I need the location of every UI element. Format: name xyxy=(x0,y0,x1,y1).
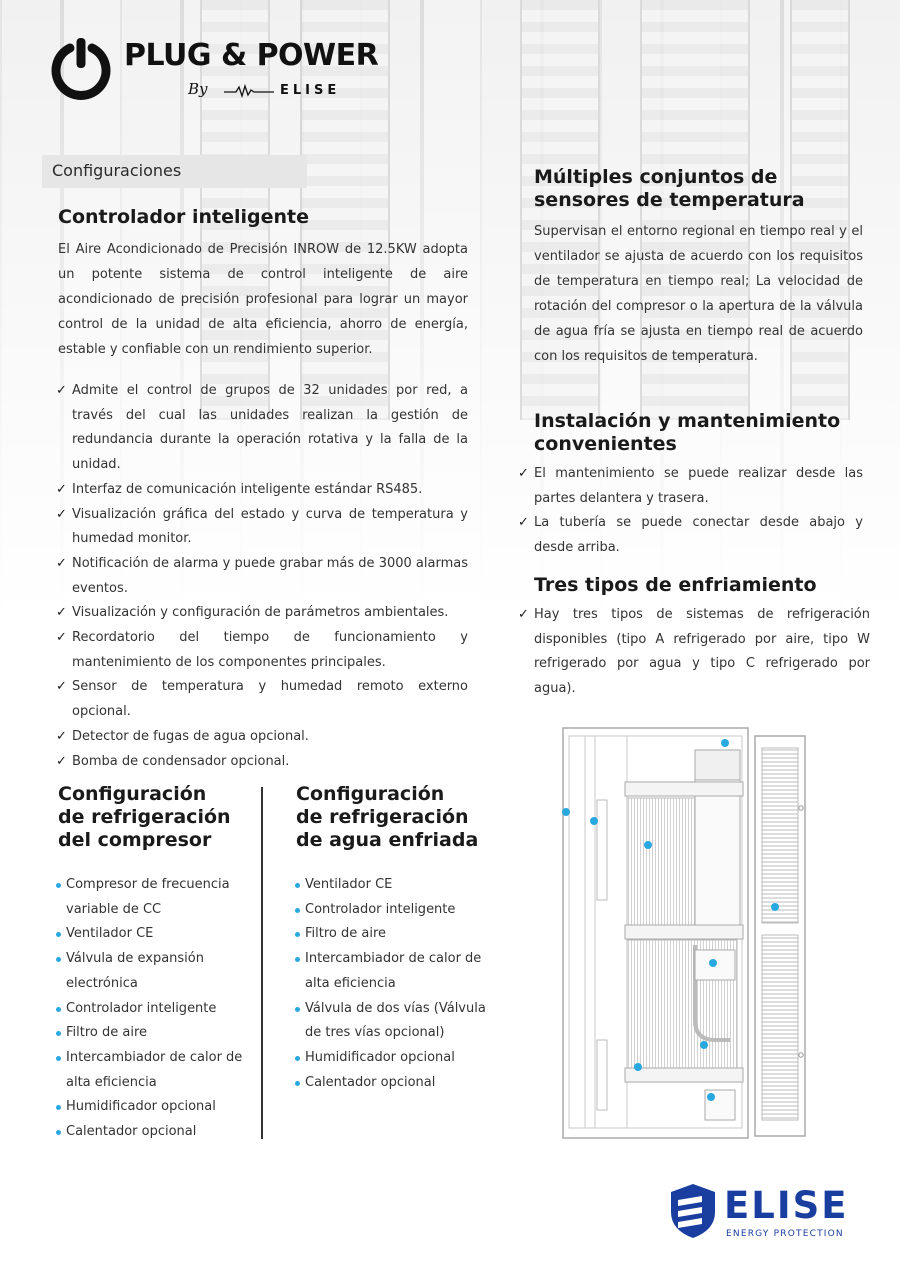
bullet-dot-icon xyxy=(56,883,61,888)
by-text: By xyxy=(188,80,208,98)
bullet-dot-icon xyxy=(56,1105,61,1110)
sensor-dot-icon xyxy=(644,841,652,849)
chilled-water-title: Configuración de refrigeración de agua enfriada xyxy=(296,783,479,851)
check-icon: ✓ xyxy=(56,630,67,646)
list-item: ✓ Recordatorio del tiempo de funcionamiento y mantenimiento de los componentes principales. xyxy=(56,626,468,675)
check-icon: ✓ xyxy=(56,383,67,398)
list-item: ✓ Visualización y configuración de parámetros ambientales. xyxy=(56,601,468,626)
sensor-dot-icon xyxy=(709,959,717,967)
brand-name: PLUG & POWER xyxy=(124,38,379,73)
by-brand: ELISE xyxy=(280,83,341,98)
sensor-dot-icon xyxy=(634,1063,642,1071)
bullet-dot-icon xyxy=(295,883,300,888)
bullet-dot-icon xyxy=(56,1130,61,1135)
list-item: Calentador opcional xyxy=(56,1120,246,1145)
plug-and-power-logo xyxy=(50,36,395,106)
bullet-dot-icon xyxy=(295,957,300,962)
inrow-unit-diagram xyxy=(555,720,810,1140)
list-item: Intercambiador de calor de alta eficiencia xyxy=(56,1046,246,1095)
list-item: Controlador inteligente xyxy=(56,997,246,1022)
brand-byline xyxy=(188,80,393,102)
list-item: ✓ El mantenimiento se puede realizar desde las partes delantera y trasera. xyxy=(518,462,863,511)
list-item: Válvula de dos vías (Válvula de tres vías opcional) xyxy=(295,997,495,1046)
compressor-list xyxy=(56,873,246,1145)
check-icon: ✓ xyxy=(56,506,67,522)
check-icon: ✓ xyxy=(56,728,67,744)
pulse-wave-icon xyxy=(224,84,274,98)
check-icon: ✓ xyxy=(56,753,67,769)
list-item: Controlador inteligente xyxy=(295,898,495,923)
sensor-dot-icon xyxy=(771,903,779,911)
list-item: ✓ Notificación de alarma y puede grabar más de 3000 alarmas eventos. xyxy=(56,552,468,601)
maintenance-title: Instalación y mantenimiento convenientes xyxy=(534,410,841,455)
list-item: Calentador opcional xyxy=(295,1071,495,1096)
controller-title: Controlador inteligente xyxy=(58,206,310,228)
check-icon: ✓ xyxy=(56,679,67,695)
bullet-dot-icon xyxy=(295,932,300,937)
bullet-dot-icon xyxy=(295,1007,300,1012)
bullet-dot-icon xyxy=(56,1056,61,1061)
sensor-dot-icon xyxy=(700,1041,708,1049)
list-item: ✓ Hay tres tipos de sistemas de refrigeración disponibles (tipo A refrigerado por aire, tipo W refrigerado por agua y tipo C refrigerado por agua). xyxy=(518,603,870,702)
power-icon xyxy=(50,36,112,102)
list-item: Ventilador CE xyxy=(295,873,495,898)
sensor-dot-icon xyxy=(707,1093,715,1101)
section-tag: Configuraciones xyxy=(42,155,307,188)
list-item: ✓ Bomba de condensador opcional. xyxy=(56,750,468,775)
controller-feature-list xyxy=(56,379,468,774)
compressor-title: Configuración de refrigeración del compresor xyxy=(58,783,231,851)
check-icon: ✓ xyxy=(518,607,529,622)
sensors-text: Supervisan el entorno regional en tiempo real y el ventilador se ajusta de acuerdo con los requisitos de temperatura en tiempo real; La velocidad de rotación del compresor o la apertura de la válvula de agua fría se ajusta en tiempo real de acuerdo con los requisitos de temperatura. xyxy=(534,224,863,364)
sensor-dot-icon xyxy=(590,817,598,825)
list-item: Ventilador CE xyxy=(56,922,246,947)
bullet-dot-icon xyxy=(295,908,300,913)
list-item: ✓ Admite el control de grupos de 32 unidades por red, a través del cual las unidades realizan la gestión de redundancia durante la operación rotativa y la falla de la unidad. xyxy=(56,379,468,478)
list-item: Intercambiador de calor de alta eficiencia xyxy=(295,947,495,996)
list-item: Filtro de aire xyxy=(295,922,495,947)
list-item: ✓ Interfaz de comunicación inteligente estándar RS485. xyxy=(56,478,468,503)
list-item: ✓ Sensor de temperatura y humedad remoto externo opcional. xyxy=(56,675,468,724)
check-icon: ✓ xyxy=(518,515,529,531)
sensor-dot-icon xyxy=(721,739,729,747)
check-icon: ✓ xyxy=(56,481,67,497)
list-item: Humidificador opcional xyxy=(295,1046,495,1071)
list-item: Compresor de frecuencia variable de CC xyxy=(56,873,246,922)
bullet-dot-icon xyxy=(56,1007,61,1012)
footer-brand-name: ELISE xyxy=(724,1184,849,1227)
bullet-dot-icon xyxy=(295,1081,300,1086)
list-item: Filtro de aire xyxy=(56,1021,246,1046)
list-item: Humidificador opcional xyxy=(56,1095,246,1120)
cooling-title: Tres tipos de enfriamiento xyxy=(534,574,817,596)
shield-icon xyxy=(668,1182,718,1240)
list-item: Válvula de expansión electrónica xyxy=(56,947,246,996)
bullet-dot-icon xyxy=(56,932,61,937)
footer-tagline: ENERGY PROTECTION xyxy=(726,1229,844,1239)
column-divider xyxy=(261,787,263,1139)
list-item: ✓ Detector de fugas de agua opcional. xyxy=(56,725,468,750)
chilled-water-list xyxy=(295,873,495,1095)
cooling-list xyxy=(518,603,870,702)
check-icon: ✓ xyxy=(56,555,67,571)
check-icon: ✓ xyxy=(56,605,67,621)
controller-intro: El Aire Acondicionado de Precisión INROW de 12.5KW adopta un potente sistema de control inteligente de aire acondicionado de precisión profesional para lograr un mayor control de la unidad de alta eficiencia, ahorro de energía, estable y confiable con un rendimiento superior. xyxy=(58,242,468,357)
bullet-dot-icon xyxy=(56,957,61,962)
bullet-dot-icon xyxy=(56,1031,61,1036)
list-item: ✓ La tubería se puede conectar desde abajo y desde arriba. xyxy=(518,511,863,560)
list-item: ✓ Visualización gráfica del estado y curva de temperatura y humedad monitor. xyxy=(56,503,468,552)
check-icon: ✓ xyxy=(518,466,529,481)
bullet-dot-icon xyxy=(295,1056,300,1061)
sensors-title: Múltiples conjuntos de sensores de temperatura xyxy=(534,166,805,211)
sensor-dot-icon xyxy=(562,808,570,816)
maintenance-list xyxy=(518,462,863,561)
elise-logo xyxy=(668,1182,858,1244)
